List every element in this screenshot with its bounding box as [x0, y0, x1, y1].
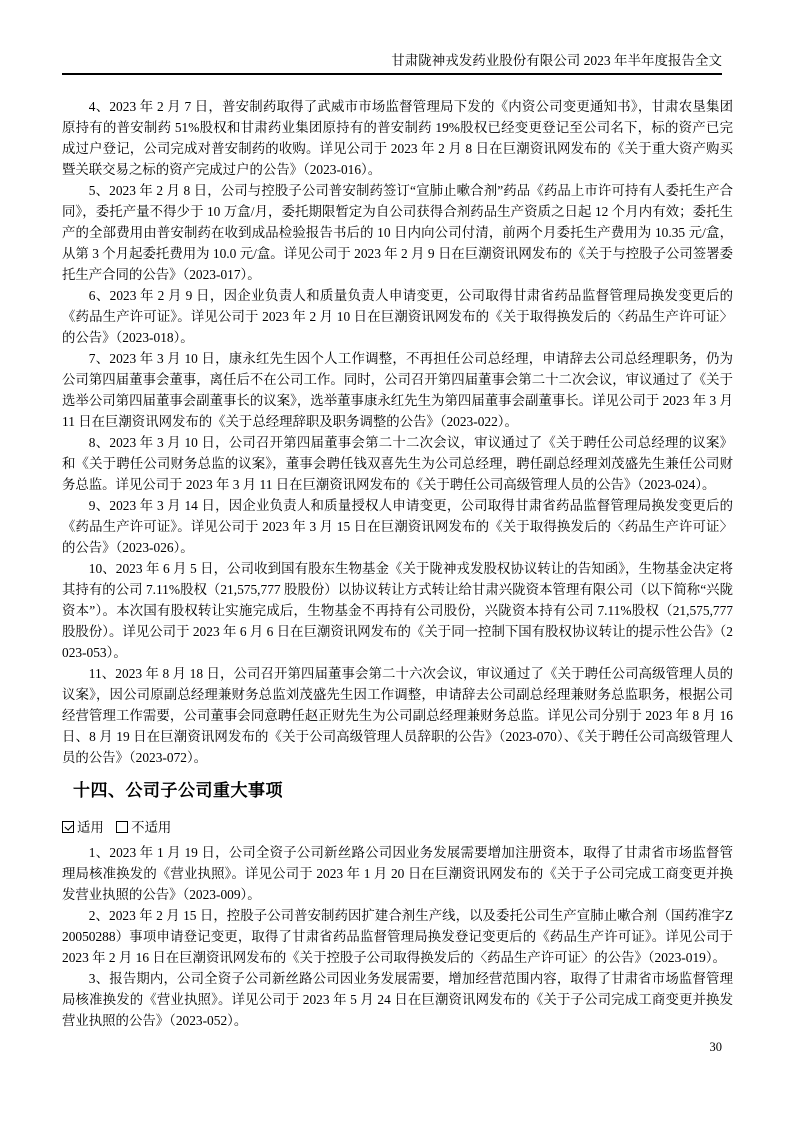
header-rule: [62, 73, 722, 75]
paragraph: 10、2023 年 6 月 5 日，公司收到国有股东生物基金《关于陇神戎发股权协议转让的告知函》，生物基金决定将其持有的公司 7.11%股权（21,575,777 股股份）以协议转让方式转让给甘肃兴陇资本管理有限公司（以下简称“兴陇资本”）。本次国有股权转让实施完成后，生物基金不再持有公司股份，兴陇资本持有公司 7.11%股权（21,575,777 股股份）。详见公司于 2023 年 6 月 6 日在巨潮资讯网发布的《关于同一控制下国有股权协议转让的提示性公告》（2023-053）。: [62, 561, 733, 660]
report-header-title: 甘肃陇神戎发药业股份有限公司 2023 年半年度报告全文: [391, 53, 722, 68]
paragraph: 11、2023 年 8 月 18 日，公司召开第四届董事会第二十六次会议，审议通过了《关于聘任公司高级管理人员的议案》，因公司原副总经理兼财务总监刘茂盛先生因工作调整，申请辞去公司副总经理兼财务总监职务，根据公司经营管理工作需要，公司董事会同意聘任赵正财先生为公司副总经理兼财务总监。详见公司分别于 2023 年 8 月 16 日、8 月 19 日在巨潮资讯网发布的《关于公司高级管理人员辞职的公告》（2023-070）、《关于聘任公司高级管理人员的公告》（2023-072）。: [62, 666, 733, 765]
paragraph: 2、2023 年 2 月 15 日，控股子公司普安制药因扩建合剂生产线，以及委托公司生产宣肺止嗽合剂（国药准字Z20050288）事项申请登记变更，取得了甘肃省药品监督管理局换发登记变更后的《药品生产许可证》。详见公司于 2023 年 2 月 16 日在巨潮资讯网发布的《关于控股子公司取得换发后的〈药品生产许可证〉的公告》（2023-019）。: [62, 908, 733, 965]
applicability-row: [62, 818, 171, 837]
major-events-paragraphs: [62, 96, 733, 768]
page-number: 30: [709, 1040, 722, 1054]
not-applicable-label: 不适用: [131, 820, 172, 835]
paragraph: 8、2023 年 3 月 10 日，公司召开第四届董事会第二十二次会议，审议通过了《关于聘任公司总经理的议案》和《关于聘任公司财务总监的议案》，董事会聘任钱双喜先生为公司总经理，聘任副总经理刘茂盛先生兼任公司财务总监。详见公司于 2023 年 3 月 11 日在巨潮资讯网发布的《关于聘任公司高级管理人员的公告》（2023-024）。: [62, 435, 733, 492]
paragraph: 4、2023 年 2 月 7 日，普安制药取得了武威市市场监督管理局下发的《内资公司变更通知书》，甘肃农垦集团原持有的普安制药 51%股权和甘肃药业集团原持有的普安制药 19%股权已经变更登记至公司名下，标的资产已完成过户登记，公司完成对普安制药的收购。详见公司于 2023 年 2 月 8 日在巨潮资讯网发布的《关于重大资产购买暨关联交易之标的资产完成过户的公告》（2023-016）。: [62, 99, 733, 177]
paragraph: 6、2023 年 2 月 9 日，因企业负责人和质量负责人申请变更，公司取得甘肃省药品监督管理局换发变更后的《药品生产许可证》。详见公司于 2023 年 2 月 10 日在巨潮资讯网发布的《关于取得换发后的〈药品生产许可证〉的公告》（2023-018）。: [62, 288, 733, 345]
paragraph: 7、2023 年 3 月 10 日，康永红先生因个人工作调整，不再担任公司总经理，申请辞去公司总经理职务，仍为公司第四届董事会董事，离任后不在公司工作。同时，公司召开第四届董事会第二十二次会议，审议通过了《关于选举公司第四届董事会副董事长的议案》，选举董事康永红先生为第四届董事会副董事长。详见公司于 2023 年 3 月 11 日在巨潮资讯网发布的《关于总经理辞职及职务调整的公告》（2023-022）。: [62, 351, 733, 429]
applicable-label: 适用: [77, 820, 104, 835]
section-heading: 十四、公司子公司重大事项: [73, 781, 283, 800]
checkbox-unchecked-icon: [116, 821, 128, 833]
subsidiary-events-paragraphs: [62, 842, 733, 1031]
applicable-option: [62, 820, 107, 835]
paragraph: 9、2023 年 3 月 14 日，因企业负责人和质量授权人申请变更，公司取得甘肃省药品监督管理局换发变更后的《药品生产许可证》。详见公司于 2023 年 3 月 15 日在巨潮资讯网发布的《关于取得换发后的〈药品生产许可证〉的公告》（2023-026）。: [62, 498, 733, 555]
paragraph: 5、2023 年 2 月 8 日，公司与控股子公司普安制药签订“宣肺止嗽合剂”药品《药品上市许可持有人委托生产合同》，委托产量不得少于 10 万盒/月，委托期限暂定为自公司获得合剂药品生产资质之日起 12 个月内有效；委托生产的全部费用由普安制药在收到成品检验报告书后的 10 日内向公司付清，前两个月委托生产费用为 10.35 元/盒，从第 3 个月起委托费用为 10.0 元/盒。详见公司于 2023 年 2 月 9 日在巨潮资讯网发布的《关于与控股子公司签署委托生产合同的公告》（2023-017）。: [62, 183, 733, 282]
paragraph: 1、2023 年 1 月 19 日，公司全资子公司新丝路公司因业务发展需要增加注册资本，取得了甘肃省市场监督管理局核准换发的《营业执照》。详见公司于 2023 年 1 月 20 日在巨潮资讯网发布的《关于子公司完成工商变更并换发营业执照的公告》（2023-009）。: [62, 845, 733, 902]
page-header: [62, 52, 722, 70]
not-applicable-option: [116, 820, 171, 835]
checkbox-checked-icon: [62, 821, 74, 833]
paragraph: 3、报告期内，公司全资子公司新丝路公司因业务发展需要，增加经营范围内容，取得了甘肃省市场监督管理局核准换发的《营业执照》。详见公司于 2023 年 5 月 24 日在巨潮资讯网发布的《关于子公司完成工商变更并换发营业执照的公告》（2023-052）。: [62, 971, 733, 1028]
